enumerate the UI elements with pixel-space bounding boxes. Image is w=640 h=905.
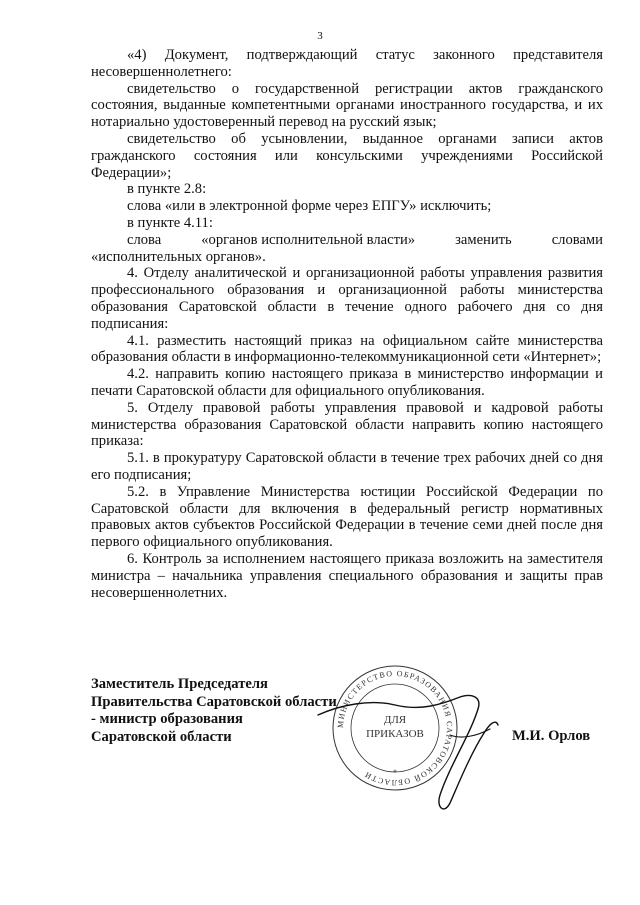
page-number: 3 bbox=[317, 30, 323, 42]
paragraph: 5.1. в прокуратуру Саратовской области в течение трех рабочих дней со дня его подписания; bbox=[91, 450, 603, 483]
stamp-center-line: ДЛЯ bbox=[383, 714, 407, 726]
signatory-line: Правительства Саратовской области bbox=[91, 693, 337, 710]
paragraph: слова «или в электронной форме через ЕПГУ» исключить; bbox=[127, 198, 492, 215]
paragraph: свидетельство об усыновлении, выданное органами записи актов гражданского состояния или консульскими учреждениями Российской Федерации»; bbox=[91, 130, 603, 181]
replace-line bbox=[91, 232, 603, 249]
paragraph: в пункте 2.8: bbox=[127, 181, 207, 198]
handwritten-signature bbox=[300, 675, 520, 825]
paragraph: «исполнительных органов». bbox=[91, 248, 266, 265]
replace-word-4: словами bbox=[551, 231, 603, 248]
paragraph: «4) Документ, подтверждающий статус законного представителя несовершеннолетнего: bbox=[91, 47, 603, 80]
paragraph: 6. Контроль за исполнением настоящего приказа возложить на заместителя министра – начальника управления специального образования и защиты прав несовершеннолетних. bbox=[91, 550, 603, 601]
stamp-ring-text: МИНИСТЕРСТВО ОБРАЗОВАНИЯ САРАТОВСКОЙ ОБЛАСТИ bbox=[335, 668, 455, 788]
stamp-center-line: ПРИКАЗОВ bbox=[366, 728, 424, 740]
paragraph: 5.2. в Управление Министерства юстиции Российской Федерации по Саратовской области для включения в федеральный регистр нормативных правовых актов субъектов Российской Федерации в течение семи дней после дня первого официального опубликования. bbox=[91, 483, 603, 551]
signatory-line: - министр образования bbox=[91, 711, 243, 727]
paragraph: 4.2. направить копию настоящего приказа в министерство информации и печати Саратовской области для официального опубликования. bbox=[91, 366, 603, 399]
replace-word-2: «органов исполнительной власти» bbox=[201, 231, 416, 248]
paragraph: в пункте 4.11: bbox=[127, 214, 213, 231]
paragraph: свидетельство о государственной регистрации актов гражданского состояния, выданные компетентными органами иностранного государства, и их нотариально удостоверенный перевод на русский язык; bbox=[91, 80, 603, 131]
replace-word-3: заменить bbox=[455, 231, 512, 248]
replace-word-1: слова bbox=[127, 231, 162, 248]
svg-text:*: * bbox=[393, 768, 397, 777]
signatory-line: Саратовской области bbox=[91, 728, 232, 745]
signatory-name: М.И. Орлов bbox=[512, 728, 591, 744]
paragraph: 5. Отделу правовой работы управления правовой и кадровой работы министерства образования Саратовской области направить копию настоящего приказа: bbox=[91, 399, 603, 450]
signatory-line: Заместитель Председателя bbox=[91, 676, 268, 692]
paragraph: 4. Отделу аналитической и организационной работы управления развития профессионального образования и организационной работы министерства образования Саратовской области в течение одного рабочего дня со дня подписания: bbox=[91, 265, 603, 332]
paragraph: 4.1. разместить настоящий приказ на официальном сайте министерства образования области в информационно-телекоммуникационной сети «Интернет»; bbox=[91, 332, 603, 366]
document-body bbox=[91, 47, 603, 601]
